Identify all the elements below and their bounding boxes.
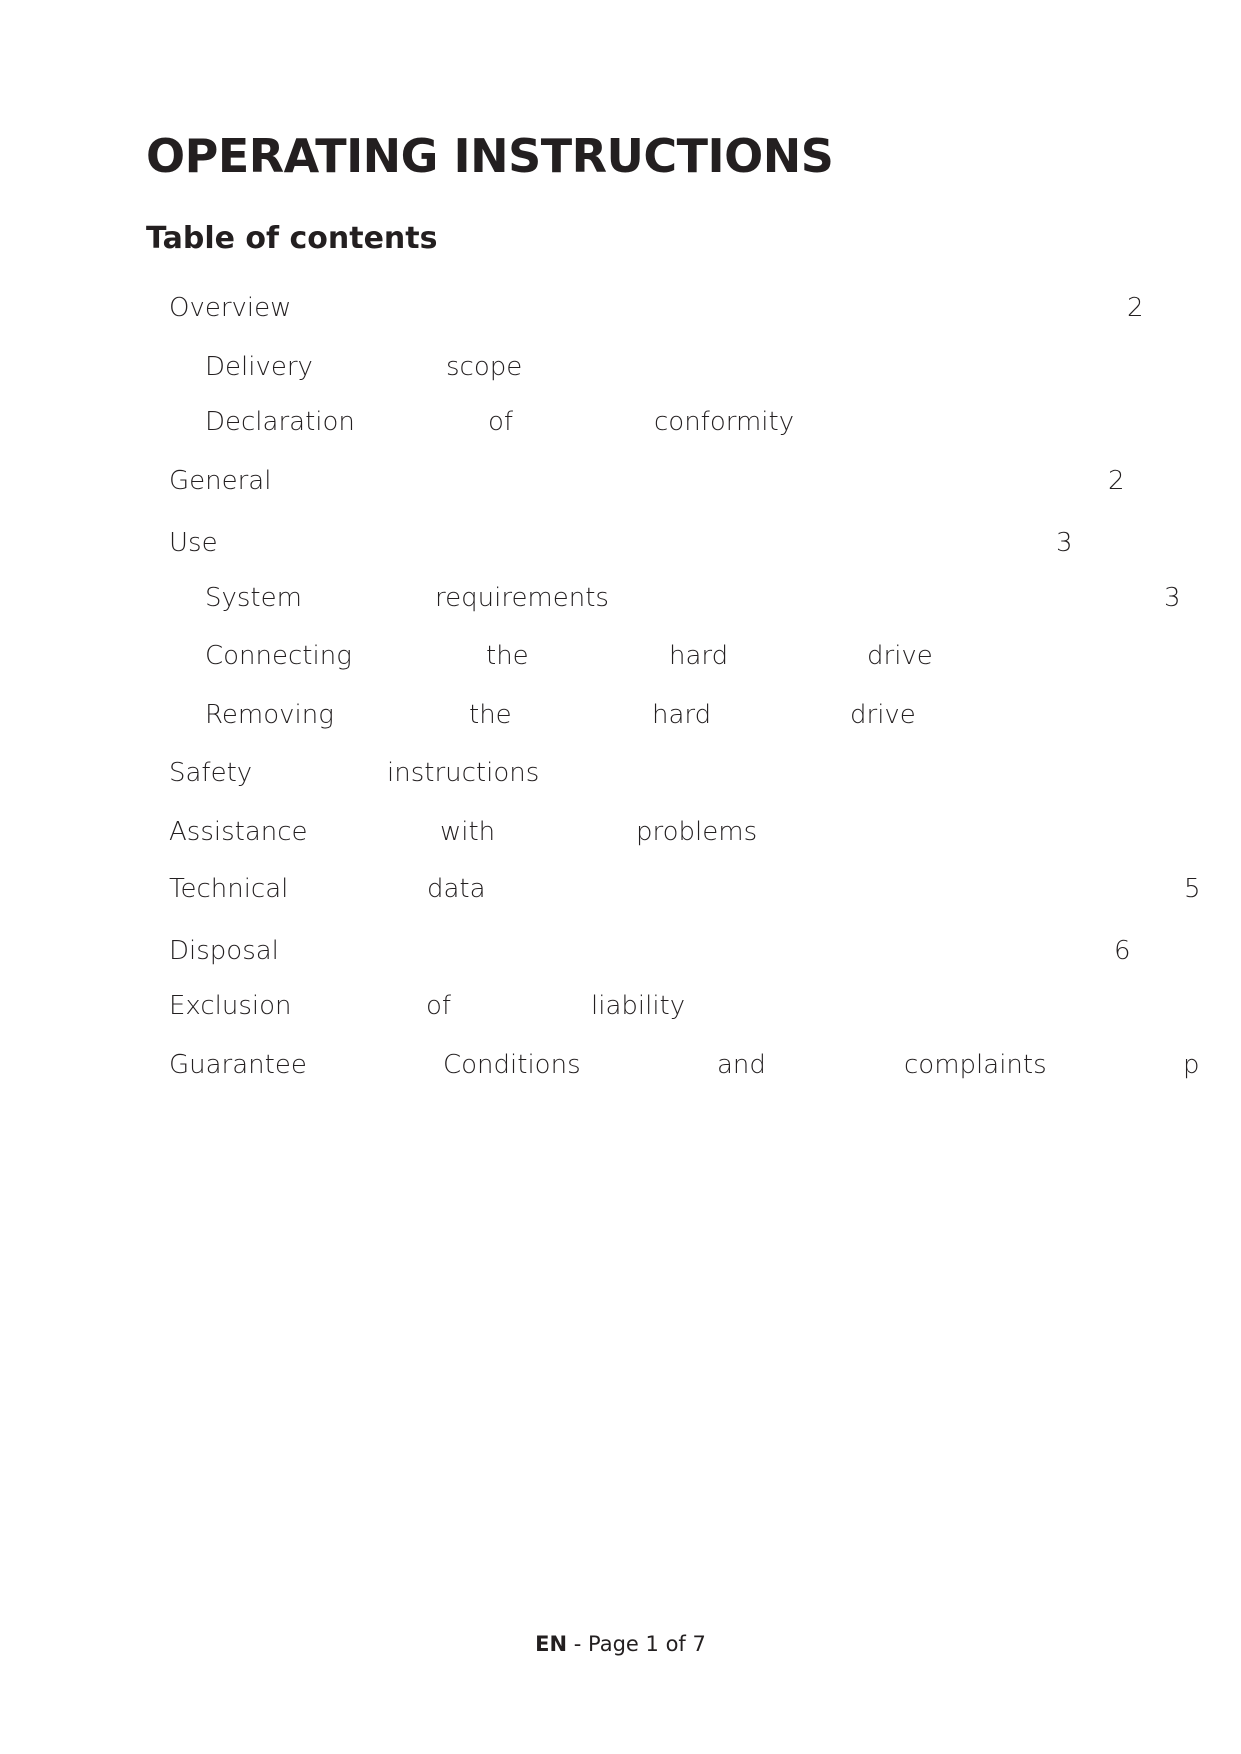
toc-word: the bbox=[486, 641, 529, 671]
toc-word: Guarantee bbox=[169, 1050, 307, 1080]
toc-word: drive bbox=[850, 700, 916, 730]
toc-word: with bbox=[440, 817, 496, 847]
toc-word: System bbox=[205, 583, 302, 613]
toc-word: of bbox=[426, 991, 452, 1021]
toc-word: Conditions bbox=[443, 1050, 581, 1080]
toc-entry-removing-the-hard-drive[interactable] bbox=[0, 702, 1241, 742]
toc-page-number: 3 bbox=[1164, 583, 1181, 613]
toc-word: drive bbox=[867, 641, 933, 671]
toc-word: data bbox=[427, 874, 486, 904]
toc-word: Assistance bbox=[169, 817, 308, 847]
toc-page-number: p bbox=[1183, 1050, 1200, 1080]
toc-word: scope bbox=[446, 352, 523, 382]
toc-word: Connecting bbox=[205, 641, 352, 671]
toc-entry-guarantee-conditions-and-complaints[interactable] bbox=[0, 1052, 1241, 1092]
toc-word: problems bbox=[636, 817, 758, 847]
toc-entry-declaration-of-conformity[interactable] bbox=[0, 409, 1241, 449]
toc-word: of bbox=[488, 407, 514, 437]
toc-word: instructions bbox=[387, 758, 540, 788]
toc-word: the bbox=[469, 700, 512, 730]
toc-word: hard bbox=[652, 700, 712, 730]
toc-page-number: 2 bbox=[1108, 466, 1125, 496]
footer-language: EN bbox=[535, 1632, 568, 1656]
toc-entry-use[interactable] bbox=[0, 530, 1241, 570]
toc-word: and bbox=[717, 1050, 766, 1080]
toc-word: complaints bbox=[904, 1050, 1047, 1080]
toc-heading: Table of contents bbox=[146, 221, 438, 256]
toc-entry-disposal[interactable] bbox=[0, 938, 1241, 978]
toc-word: requirements bbox=[435, 583, 609, 613]
toc-word: liability bbox=[591, 991, 686, 1021]
toc-entry-general[interactable] bbox=[0, 468, 1241, 508]
toc-entry-technical-data[interactable] bbox=[0, 876, 1241, 916]
toc-entry-overview[interactable] bbox=[0, 295, 1241, 335]
toc-word: Exclusion bbox=[169, 991, 292, 1021]
toc-word: Delivery bbox=[205, 352, 313, 382]
page-footer bbox=[0, 1634, 1241, 1655]
toc-word: Disposal bbox=[169, 936, 279, 966]
toc-page-number: 3 bbox=[1056, 528, 1073, 558]
footer-separator: - bbox=[573, 1632, 582, 1656]
toc-entry-safety-instructions[interactable] bbox=[0, 760, 1241, 800]
toc-entry-delivery-scope[interactable] bbox=[0, 354, 1241, 394]
toc-entry-system-requirements[interactable] bbox=[0, 585, 1241, 625]
toc-entry-assistance-with-problems[interactable] bbox=[0, 819, 1241, 859]
toc-word: Declaration bbox=[205, 407, 355, 437]
toc-page-number: 2 bbox=[1127, 293, 1144, 323]
toc-word: conformity bbox=[654, 407, 795, 437]
toc-word: Technical bbox=[169, 874, 289, 904]
footer-page-label: Page 1 of 7 bbox=[588, 1632, 706, 1656]
toc-page-number: 6 bbox=[1114, 936, 1131, 966]
toc-word: Use bbox=[169, 528, 218, 558]
toc-word: General bbox=[169, 466, 272, 496]
toc-page-number: 5 bbox=[1184, 874, 1201, 904]
toc-entry-connecting-the-hard-drive[interactable] bbox=[0, 643, 1241, 683]
toc-word: Removing bbox=[205, 700, 334, 730]
toc-word: hard bbox=[669, 641, 729, 671]
toc-entry-exclusion-of-liability[interactable] bbox=[0, 993, 1241, 1033]
toc-word: Overview bbox=[169, 293, 292, 323]
toc-word: Safety bbox=[169, 758, 253, 788]
document-title: OPERATING INSTRUCTIONS bbox=[146, 129, 834, 183]
